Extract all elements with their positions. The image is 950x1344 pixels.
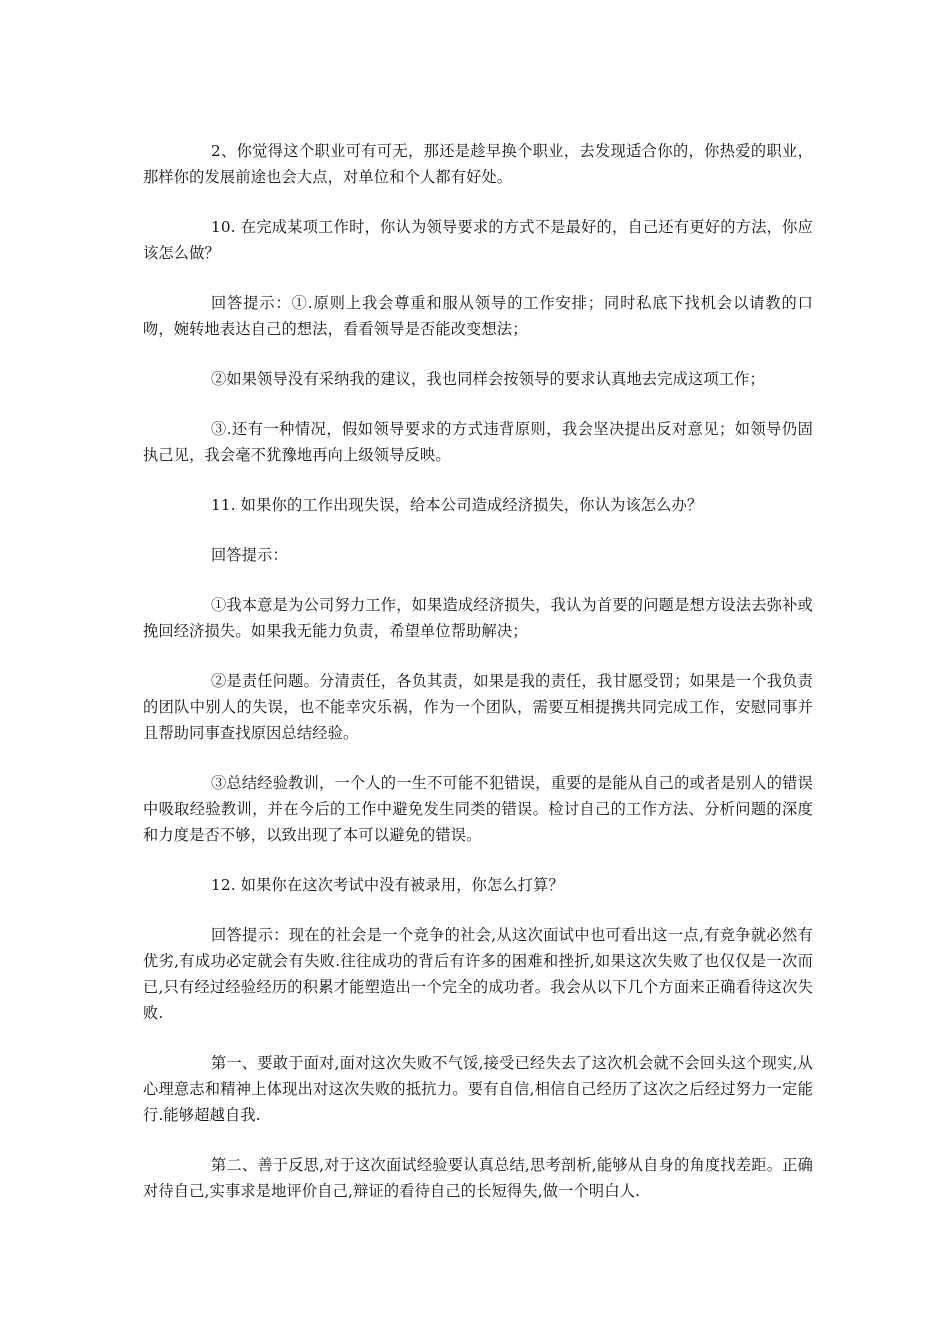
answer-11-point-2: ②是责任问题。分清责任，各负其责，如果是我的责任，我甘愿受罚；如果是一个我负责的团队中别人的失误，也不能幸灾乐祸，作为一个团队，需要互相提携共同完成工作，安慰同事并且帮助同事查找原因总结经验。	[143, 672, 813, 742]
paragraph-career-advice: 2、你觉得这个职业可有可无，那还是趁早换个职业，去发现适合你的，你热爱的职业，那样你的发展前途也会大点，对单位和个人都有好处。	[143, 142, 813, 186]
answer-12-intro: 回答提示：现在的社会是一个竞争的社会,从这次面试中也可看出这一点,有竞争就必然有优劣,有成功必定就会有失败.往往成功的背后有许多的困难和挫折,如果这次失败了也仅仅是一次而已,只有经过经验经历的积累才能塑造出一个完全的成功者。我会从以下几个方面来正确看待这次失败.	[143, 926, 813, 1022]
answer-12-first: 第一、要敢于面对,面对这次失败不气馁,接受已经失去了这次机会就不会回头这个现实,从心理意志和精神上体现出对这次失败的抵抗力。要有自信,相信自己经历了这次之后经过努力一定能行.能够超越自我.	[143, 1054, 813, 1124]
answer-11-heading: 回答提示：	[211, 546, 288, 564]
answer-11-point-3: ③总结经验教训，一个人的一生不可能不犯错误，重要的是能从自己的或者是别人的错误中吸取经验教训，并在今后的工作中避免发生同类的错误。检讨自己的工作方法、分析问题的深度和力度是否不够，以致出现了本可以避免的错误。	[143, 774, 813, 844]
answer-10-point-3: ③.还有一种情况，假如领导要求的方式违背原则，我会坚决提出反对意见；如领导仍固执己见，我会毫不犹豫地再向上级领导反映。	[143, 420, 813, 464]
answer-10-point-1: 回答提示：①.原则上我会尊重和服从领导的工作安排；同时私底下找机会以请教的口吻，婉转地表达自己的想法，看看领导是否能改变想法；	[143, 294, 813, 338]
question-10: 10. 在完成某项工作时，你认为领导要求的方式不是最好的，自己还有更好的方法，你应该怎么做？	[143, 218, 813, 262]
question-12: 12. 如果你在这次考试中没有被录用，你怎么打算？	[211, 876, 564, 894]
document-body	[143, 138, 813, 1228]
answer-11-point-1: ①我本意是为公司努力工作，如果造成经济损失，我认为首要的问题是想方设法去弥补或挽回经济损失。如果我无能力负责，希望单位帮助解决；	[143, 596, 813, 640]
question-11: 11. 如果你的工作出现失误，给本公司造成经济损失，你认为该怎么办？	[211, 496, 703, 514]
answer-12-second: 第二、善于反思,对于这次面试经验要认真总结,思考剖析,能够从自身的角度找差距。正确对待自己,实事求是地评价自己,辩证的看待自己的长短得失,做一个明白人.	[143, 1156, 813, 1200]
answer-10-point-2: ②如果领导没有采纳我的建议，我也同样会按领导的要求认真地去完成这项工作；	[211, 370, 765, 388]
